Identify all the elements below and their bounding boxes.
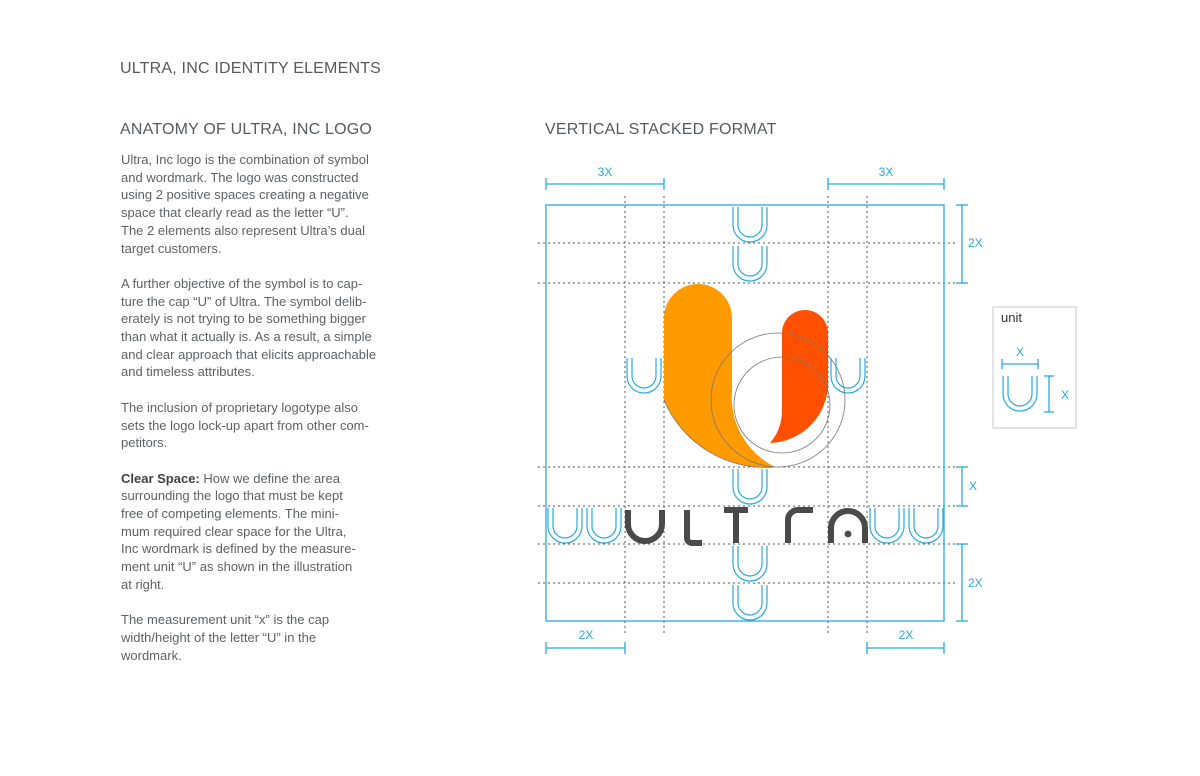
clear-space-diagram	[530, 155, 1090, 675]
dimension-right-bottom	[956, 544, 983, 621]
construction-lines	[538, 196, 955, 635]
dimension-label-right-top: 2X	[968, 236, 983, 250]
vertical-format-heading: VERTICAL STACKED FORMAT	[545, 121, 777, 138]
page-title: ULTRA, INC IDENTITY ELEMENTS	[120, 60, 382, 77]
unit-legend-title: unit	[1001, 310, 1022, 325]
u-unit-top-1	[733, 207, 767, 242]
paragraph-clear-space	[121, 470, 391, 594]
u-unit-wordmark-right-2	[909, 508, 943, 543]
paragraph-logo-combination: Ultra, Inc logo is the combination of symbol and wordmark. The logo was constructed using 2 positive spaces creating a negative space that clearly read as the letter “U”. The 2 elements also represent Ultra’s dual target customers.	[121, 152, 369, 256]
dimension-label-top-left: 3X	[597, 165, 613, 179]
u-unit-bottom-1	[733, 546, 767, 581]
wordmark-letter-r	[788, 510, 813, 543]
symbol-orange-shape	[664, 284, 775, 467]
u-unit-bottom-2	[733, 585, 767, 620]
unit-x-horizontal: X	[1015, 345, 1025, 359]
u-unit-wordmark-left-1	[548, 508, 582, 543]
dimension-top-right	[828, 165, 944, 190]
u-unit-wordmark-right-1	[870, 508, 904, 543]
dimension-label-bottom-right: 2X	[898, 628, 914, 642]
u-unit-symbol-left	[627, 358, 661, 393]
description-text	[121, 151, 391, 682]
unit-legend	[993, 307, 1076, 428]
wordmark-letter-a	[831, 511, 865, 543]
measurement-u-glyphs	[548, 207, 943, 620]
u-unit-middle	[733, 469, 767, 504]
clear-space-text: How we define the area surrounding the logo that must be kept free of competing elements. The mini- mum required clear space for the Ultra, Inc wordmark is defined by the measure- ment unit “U” as shown in the illustration at right.	[121, 470, 356, 592]
dimension-bottom-right	[867, 628, 944, 654]
u-unit-legend	[1003, 376, 1037, 411]
wordmark-letter-t	[724, 510, 748, 543]
unit-legend-box	[993, 307, 1076, 428]
clear-space-label: Clear Space:	[121, 470, 200, 486]
dimension-bottom-left	[546, 628, 625, 654]
paragraph-logotype: The inclusion of proprietary logotype also sets the logo lock-up apart from other com- petitors.	[121, 399, 369, 451]
u-unit-symbol-right	[831, 358, 865, 393]
dimension-label-bottom-left: 2X	[578, 628, 594, 642]
clear-space-boundary	[546, 205, 944, 621]
dimension-right-top	[956, 205, 983, 283]
dimension-label-top-right: 3X	[878, 165, 894, 179]
wordmark-letter-l	[687, 510, 702, 543]
ultra-symbol	[664, 284, 845, 467]
dimension-label-right-bottom: 2X	[968, 576, 983, 590]
paragraph-symbol-objective: A further objective of the symbol is to cap- ture the cap “U” of Ultra. The symbol delib- erately is not trying to be something bigger than what it actually is. As a result, a simple and clear approach that elicits approachable and timeless attributes.	[121, 275, 377, 380]
symbol-red-shape	[770, 310, 828, 443]
dimension-top-left	[546, 165, 664, 190]
wordmark-letter-a-dot	[845, 531, 852, 538]
unit-x-vertical: X	[1061, 388, 1070, 402]
u-unit-top-2	[733, 246, 767, 281]
wordmark-letter-u	[628, 510, 662, 541]
dimension-label-right-middle: X	[969, 479, 978, 493]
paragraph-measurement-unit: The measurement unit “x” is the cap width/height of the letter “U” in the wordmark.	[121, 612, 330, 663]
dimension-right-middle	[956, 467, 977, 506]
u-unit-wordmark-left-2	[587, 508, 621, 543]
anatomy-heading: ANATOMY OF ULTRA, INC LOGO	[120, 121, 373, 138]
